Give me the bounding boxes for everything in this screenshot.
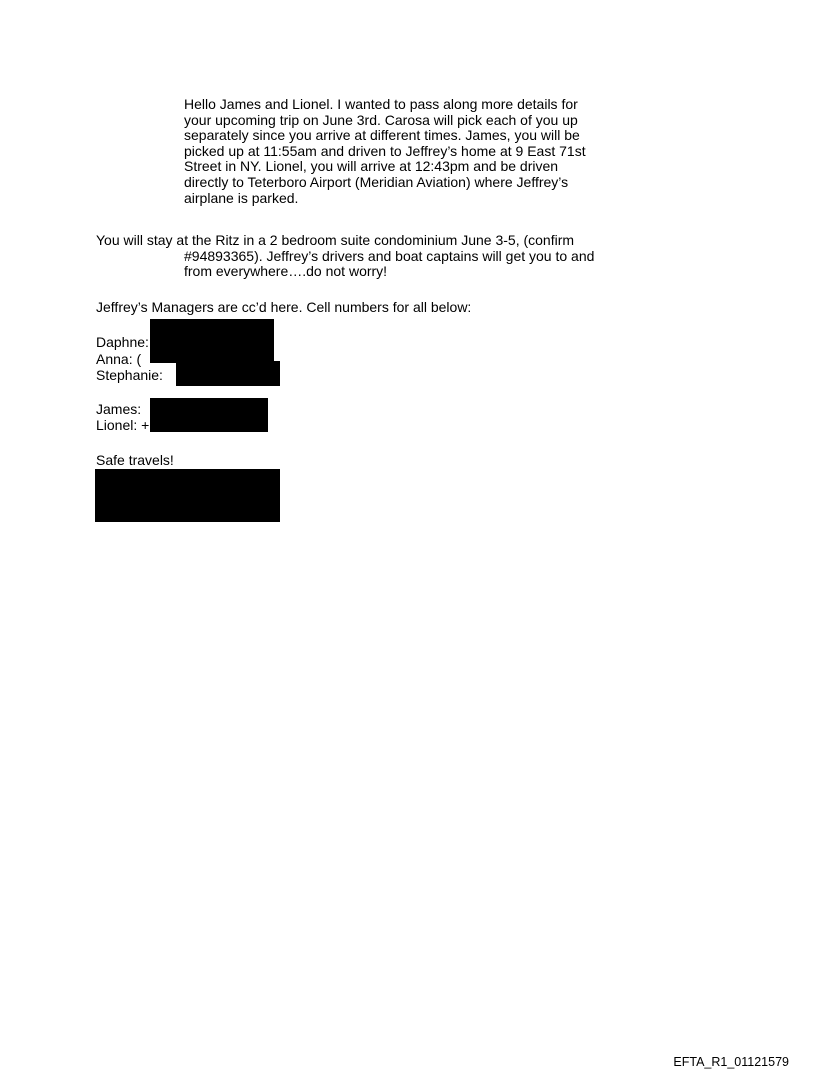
intro-line: picked up at 11:55am and driven to Jeffrey’s home at 9 East 71st: [184, 142, 586, 159]
intro-line: airplane is parked.: [184, 189, 299, 206]
redaction-block-stephanie: [176, 361, 280, 386]
stay-line: #94893365). Jeffrey’s drivers and boat captains will get you to and: [184, 247, 595, 264]
intro-line: Hello James and Lionel. I wanted to pass along more details for: [184, 96, 578, 112]
redaction-block-signature: [95, 469, 280, 522]
managers-line: Jeffrey’s Managers are cc’d here. Cell numbers for all below:: [96, 299, 472, 315]
stay-line: from everywhere….do not worry!: [184, 263, 388, 280]
stay-line: You will stay at the Ritz in a 2 bedroom suite condominium June 3-5, (confirm: [96, 232, 575, 248]
redaction-block-daphne-anna: [150, 319, 274, 363]
contact-james-label: James:: [96, 401, 142, 417]
intro-paragraph: [184, 97, 624, 206]
contact-daphne-label: Daphne:: [96, 334, 149, 350]
signoff: Safe travels!: [96, 452, 174, 468]
intro-line: Street in NY. Lionel, you will arrive at 12:43pm and be driven: [184, 158, 559, 175]
contact-lionel-label: Lionel: +: [96, 417, 150, 433]
intro-line: your upcoming trip on June 3rd. Carosa will pick each of you up: [184, 111, 578, 128]
contact-anna-label: Anna: (: [96, 351, 142, 367]
intro-line: separately since you arrive at different times. James, you will be: [184, 127, 580, 144]
contact-stephanie-label: Stephanie:: [96, 367, 163, 383]
stay-paragraph: [96, 233, 656, 280]
intro-line: directly to Teterboro Airport (Meridian Aviation) where Jeffrey’s: [184, 173, 569, 190]
document-id: EFTA_R1_01121579: [673, 1055, 789, 1069]
redaction-block-james-lionel: [150, 398, 268, 432]
